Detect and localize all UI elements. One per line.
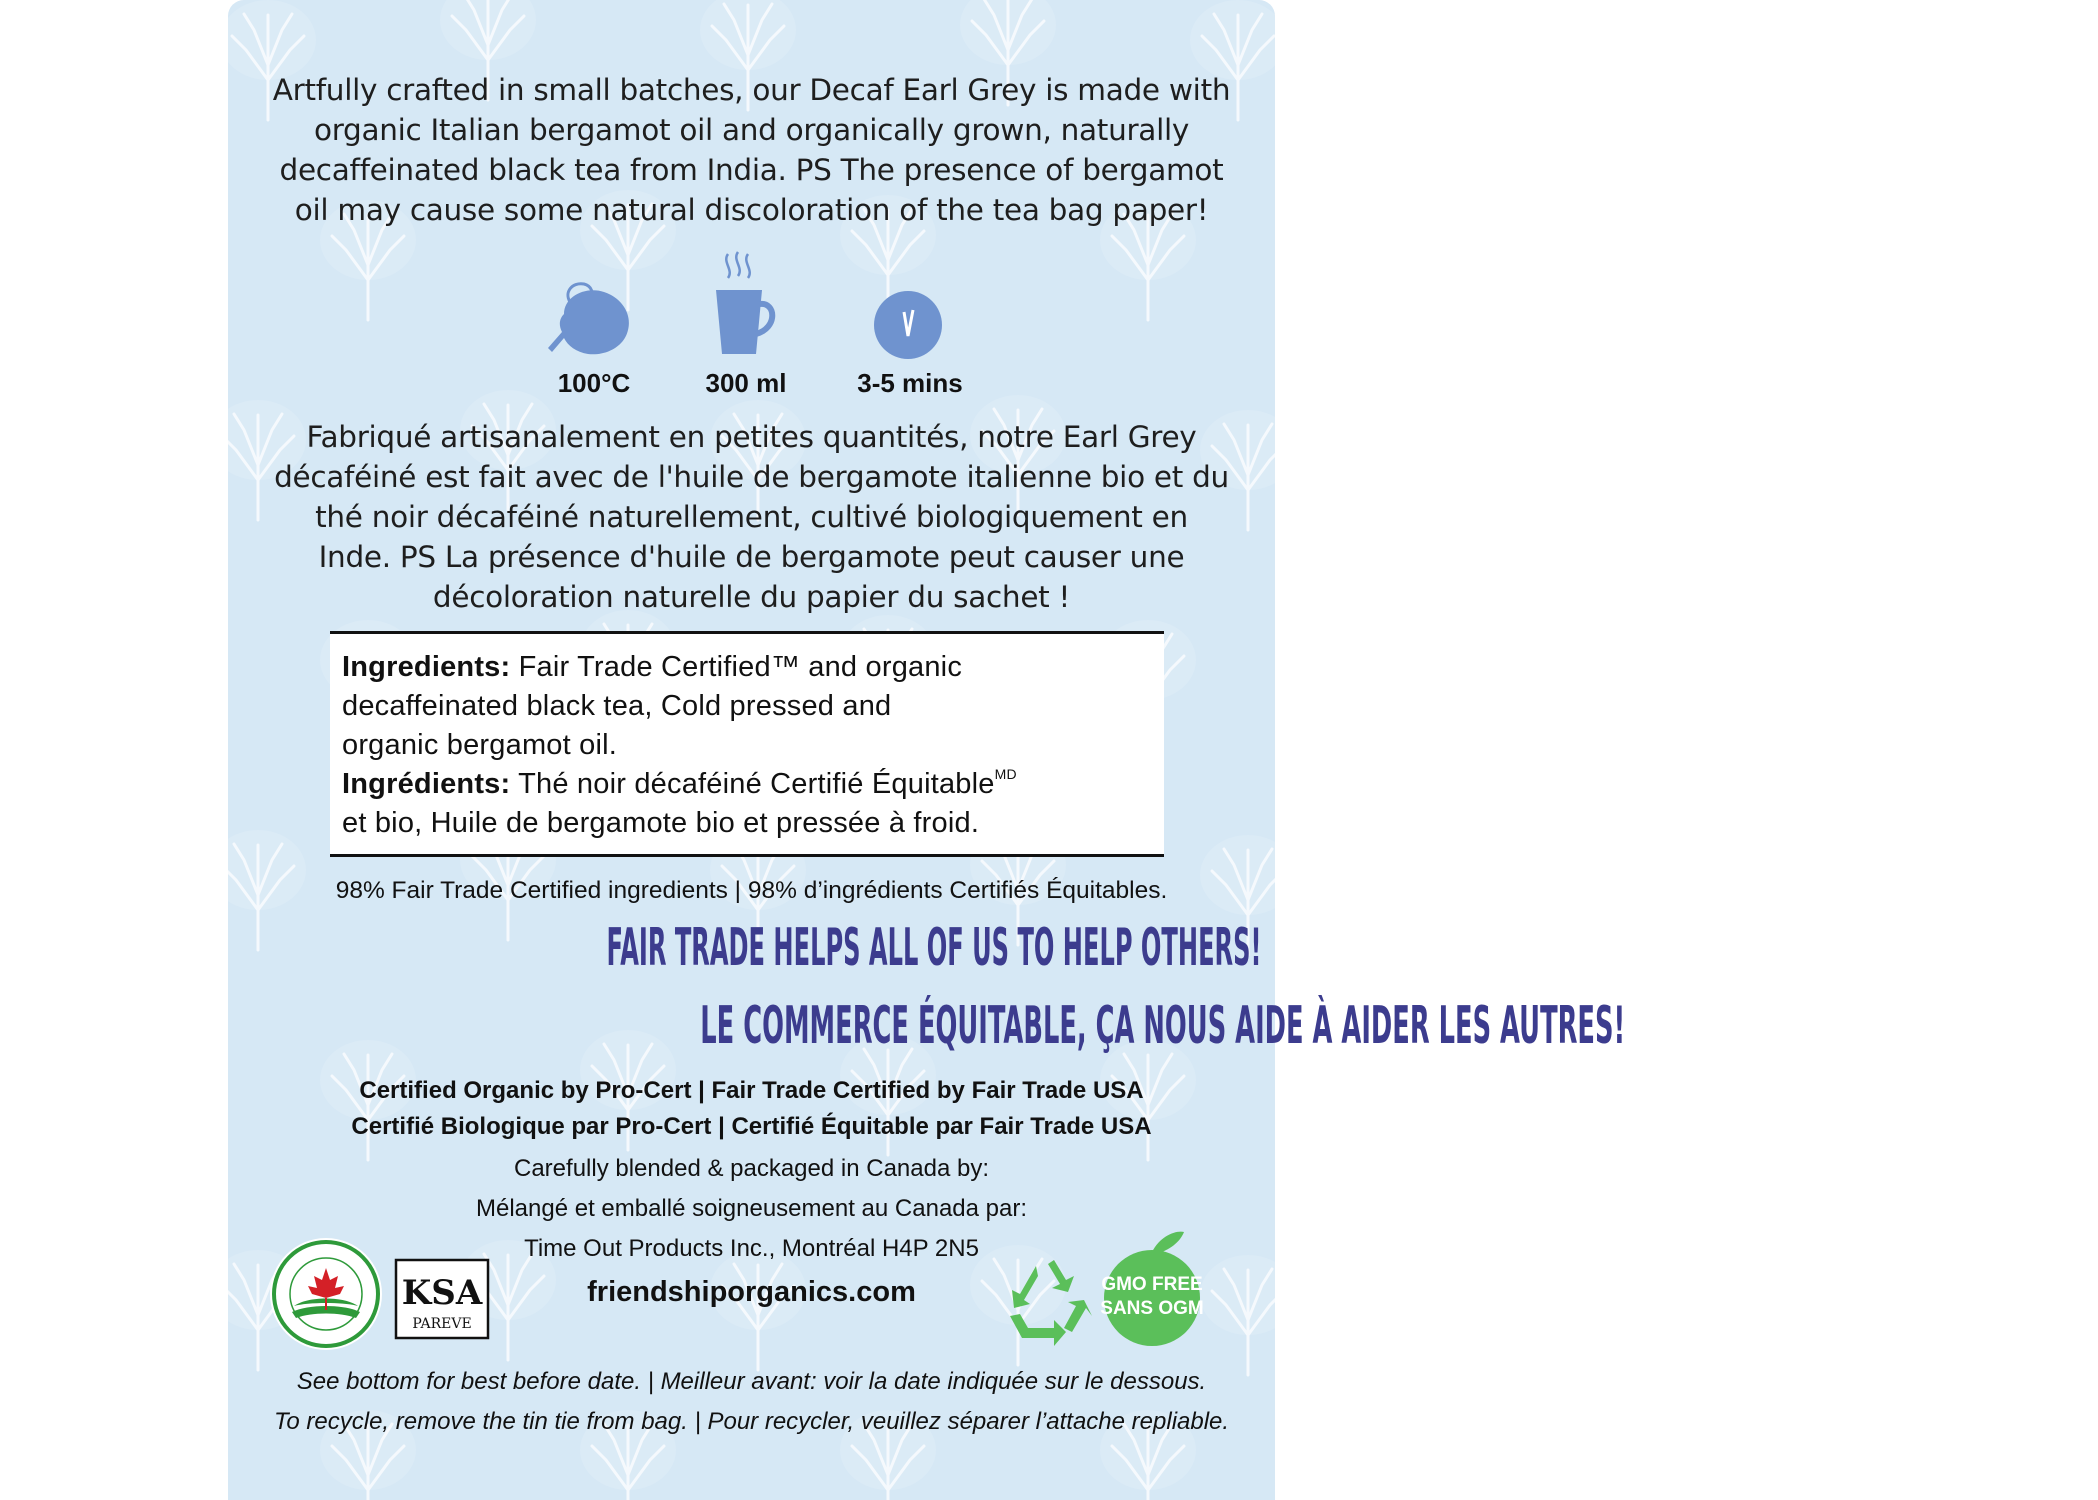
ingredients-en-text: Fair Trade Certified™ and organic (510, 651, 963, 683)
ksa-main-text: KSA (401, 1273, 483, 1313)
recycle-icon (1002, 1258, 1094, 1346)
slogan-en (228, 918, 1275, 978)
temperature-label: 100°C (557, 368, 631, 398)
ksa-kosher-logo (394, 1258, 490, 1340)
gmo-free-text: GMO FREE (1101, 1274, 1203, 1295)
slogan-en-text: FAIR TRADE HELPS ALL OF US TO HELP OTHERS! (606, 918, 1262, 978)
intro-fr-line: Inde. PS La présence d'huile de bergamote peut causer une (318, 540, 1185, 574)
intro-line: oil may cause some natural discoloration of the tea bag paper! (294, 193, 1209, 227)
slogan-fr-text: LE COMMERCE ÉQUITABLE, ÇA NOUS AIDE À AIDER LES AUTRES! (700, 996, 1626, 1056)
ingredients-fr-label: Ingrédients: (342, 768, 511, 800)
intro-text-en (228, 70, 1275, 230)
website-link[interactable]: friendshiporganics.com (587, 1276, 916, 1308)
ingredients-en-label: Ingredients: (342, 651, 511, 683)
ingredients-fr-text: Thé noir décaféiné Certifié Équitable (510, 768, 995, 800)
gmo-free-badge (1100, 1226, 1204, 1346)
producer-line-en: Carefully blended & packaged in Canada by: (514, 1155, 989, 1182)
ingredients-box (330, 631, 1164, 857)
sans-ogm-text: SANS OGM (1100, 1298, 1204, 1319)
ingredients-en-text: organic bergamot oil. (342, 729, 618, 761)
certification-en: Certified Organic by Pro-Cert | Fair Trade Certified by Fair Trade USA (359, 1077, 1144, 1104)
intro-text-fr (228, 417, 1275, 617)
producer-line-fr: Mélangé et emballé soigneusement au Canada par: (475, 1195, 1028, 1222)
intro-fr-line: décaféiné est fait avec de l'huile de bergamote italienne bio et du (274, 460, 1229, 494)
ingredients-fr-text: et bio, Huile de bergamote bio et pressée à froid. (342, 807, 980, 839)
kettle-icon (546, 278, 636, 363)
intro-fr-line: décoloration naturelle du papier du sachet ! (432, 580, 1071, 614)
slogan-fr (228, 996, 1626, 1056)
intro-fr-line: Fabriqué artisanalement en petites quantités, notre Earl Grey (306, 420, 1197, 454)
steep-time-label: 3-5 mins (857, 368, 963, 398)
md-superscript: MD (994, 766, 1017, 782)
steaming-cup-icon (712, 248, 778, 358)
tea-label-panel (228, 0, 1626, 1500)
timer-icon (873, 290, 943, 360)
best-before-note: See bottom for best before date. | Meilleur avant: voir la date indiquée sur le dessous. (296, 1368, 1207, 1395)
intro-fr-line: thé noir décaféiné naturellement, cultivé biologiquement en (315, 500, 1188, 534)
producer-address: Time Out Products Inc., Montréal H4P 2N5 (524, 1235, 979, 1262)
canada-organic-logo (268, 1236, 384, 1352)
volume-label: 300 ml (705, 368, 787, 398)
intro-line: decaffeinated black tea from India. PS The presence of bergamot (279, 153, 1224, 187)
certification-fr: Certifié Biologique par Pro-Cert | Certifié Équitable par Fair Trade USA (351, 1113, 1152, 1140)
intro-line: organic Italian bergamot oil and organically grown, naturally (313, 113, 1190, 147)
ingredients-en-text: decaffeinated black tea, Cold pressed and (342, 690, 892, 722)
intro-line: Artfully crafted in small batches, our Decaf Earl Grey is made with (272, 73, 1231, 107)
ksa-sub-text: PAREVE (412, 1316, 472, 1332)
fair-trade-percentage: 98% Fair Trade Certified ingredients | 98% d’ingrédients Certifiés Équitables. (335, 877, 1168, 904)
recycle-note: To recycle, remove the tin tie from bag. | Pour recycler, veuillez séparer l’attache repliable. (273, 1408, 1230, 1435)
